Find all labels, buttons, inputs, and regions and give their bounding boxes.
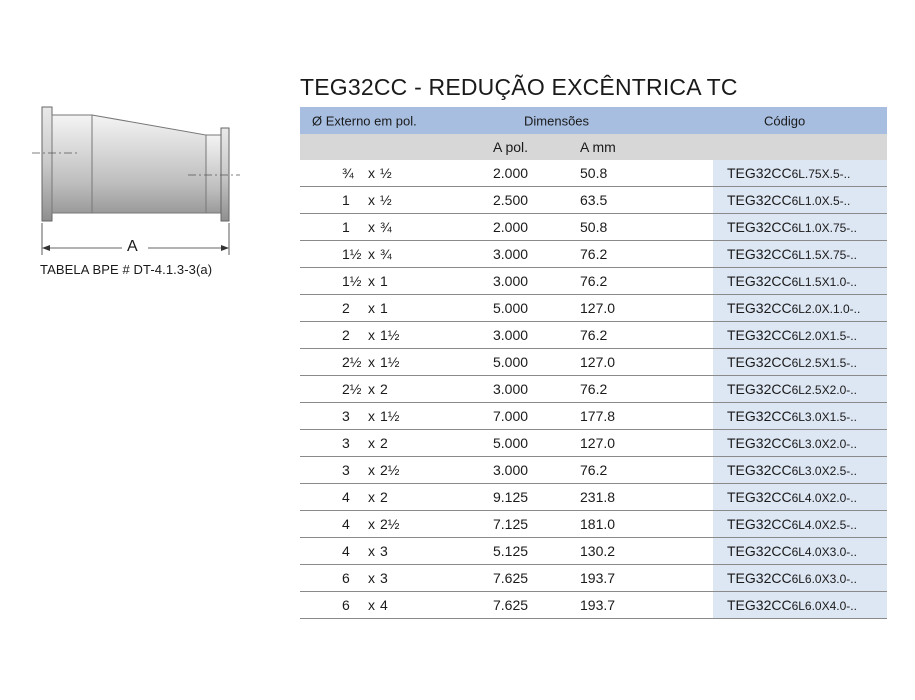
- code-cell: [713, 403, 887, 429]
- product-code: [727, 192, 850, 208]
- product-code-suffix: 6L4.0X3.0-..: [791, 545, 857, 559]
- length-inches: 2.000: [493, 219, 529, 235]
- length-inches: 2.000: [493, 165, 529, 181]
- table-row: [300, 592, 887, 619]
- product-code-suffix: 6L2.0X1.5-..: [791, 329, 857, 343]
- table-header-main: [300, 107, 887, 134]
- size-from: 1: [342, 219, 350, 235]
- size-from: 3: [342, 462, 350, 478]
- product-code-prefix: TEG32CC: [727, 300, 792, 316]
- product-code: [727, 354, 857, 370]
- table-row: [300, 349, 887, 376]
- size-to: 2½: [380, 462, 400, 478]
- product-code-prefix: TEG32CC: [727, 516, 792, 532]
- length-inches: 9.125: [493, 489, 529, 505]
- product-code-suffix: 6L.75X.5-..: [791, 167, 851, 181]
- size-separator: x: [368, 435, 375, 451]
- size-separator: x: [368, 354, 375, 370]
- product-code: [727, 165, 850, 181]
- product-code-prefix: TEG32CC: [727, 327, 792, 343]
- size-from: 2½: [342, 354, 362, 370]
- size-from: 2: [342, 300, 350, 316]
- length-mm: 177.8: [580, 408, 616, 424]
- size-to: ¾: [380, 246, 392, 262]
- product-code-suffix: 6L2.5X1.5-..: [791, 356, 857, 370]
- length-mm: 127.0: [580, 300, 616, 316]
- product-code-prefix: TEG32CC: [727, 165, 792, 181]
- table-row: [300, 511, 887, 538]
- code-cell: [713, 430, 887, 456]
- product-code: [727, 219, 857, 235]
- table-row: [300, 241, 887, 268]
- size-from: 3: [342, 408, 350, 424]
- table-row: [300, 376, 887, 403]
- code-cell: [713, 322, 887, 348]
- size-separator: x: [368, 192, 375, 208]
- length-mm: 63.5: [580, 192, 608, 208]
- product-code-prefix: TEG32CC: [727, 219, 792, 235]
- size-to: 3: [380, 543, 388, 559]
- product-code-prefix: TEG32CC: [727, 408, 792, 424]
- product-code-prefix: TEG32CC: [727, 597, 792, 613]
- size-to: 2½: [380, 516, 400, 532]
- product-code: [727, 327, 857, 343]
- product-code-prefix: TEG32CC: [727, 462, 792, 478]
- product-code: [727, 570, 857, 586]
- length-mm: 193.7: [580, 570, 616, 586]
- table-row: [300, 295, 887, 322]
- product-code-suffix: 6L1.5X.75-..: [791, 248, 857, 262]
- size-separator: x: [368, 246, 375, 262]
- header-external-diameter: Ø Externo em pol.: [312, 113, 417, 128]
- table-row: [300, 214, 887, 241]
- eccentric-reducer-drawing: [30, 95, 250, 265]
- size-separator: x: [368, 381, 375, 397]
- code-cell: [713, 565, 887, 591]
- size-separator: x: [368, 543, 375, 559]
- table-row: [300, 430, 887, 457]
- length-inches: 5.000: [493, 300, 529, 316]
- size-from: 3: [342, 435, 350, 451]
- size-to: 2: [380, 489, 388, 505]
- size-to: 2: [380, 435, 388, 451]
- table-row: [300, 565, 887, 592]
- length-mm: 76.2: [580, 246, 608, 262]
- product-code-prefix: TEG32CC: [727, 489, 792, 505]
- table-row: [300, 484, 887, 511]
- length-inches: 3.000: [493, 462, 529, 478]
- length-mm: 50.8: [580, 219, 608, 235]
- size-separator: x: [368, 165, 375, 181]
- header-dimensions: Dimensões: [524, 113, 590, 128]
- length-mm: 76.2: [580, 327, 608, 343]
- product-code: [727, 597, 857, 613]
- size-from: ¾: [342, 165, 354, 181]
- header-a-pol: A pol.: [493, 139, 529, 155]
- length-inches: 3.000: [493, 381, 529, 397]
- product-code: [727, 246, 857, 262]
- code-cell: [713, 295, 887, 321]
- size-separator: x: [368, 570, 375, 586]
- size-separator: x: [368, 516, 375, 532]
- size-from: 1: [342, 192, 350, 208]
- product-code: [727, 381, 857, 397]
- length-inches: 3.000: [493, 246, 529, 262]
- product-code-suffix: 6L4.0X2.5-..: [791, 518, 857, 532]
- product-code-suffix: 6L6.0X3.0-..: [791, 572, 857, 586]
- code-cell: [713, 484, 887, 510]
- table-body: [300, 160, 887, 619]
- product-code-suffix: 6L6.0X4.0-..: [791, 599, 857, 613]
- product-code-prefix: TEG32CC: [727, 273, 792, 289]
- length-mm: 127.0: [580, 354, 616, 370]
- length-mm: 130.2: [580, 543, 616, 559]
- product-code: [727, 408, 857, 424]
- product-code-suffix: 6L3.0X2.5-..: [791, 464, 857, 478]
- product-code-prefix: TEG32CC: [727, 354, 792, 370]
- code-cell: [713, 592, 887, 618]
- length-inches: 7.625: [493, 570, 529, 586]
- code-cell: [713, 241, 887, 267]
- product-code-suffix: 6L2.0X.1.0-..: [791, 302, 861, 316]
- product-code: [727, 273, 857, 289]
- table-reference: TABELA BPE # DT-4.1.3-3(a): [40, 262, 213, 277]
- code-cell: [713, 214, 887, 240]
- size-separator: x: [368, 489, 375, 505]
- dimension-label: A: [127, 238, 138, 255]
- size-from: 2½: [342, 381, 362, 397]
- table-row: [300, 403, 887, 430]
- product-code-prefix: TEG32CC: [727, 570, 792, 586]
- product-code: [727, 435, 857, 451]
- length-inches: 3.000: [493, 273, 529, 289]
- length-mm: 76.2: [580, 381, 608, 397]
- length-inches: 7.000: [493, 408, 529, 424]
- size-to: 1½: [380, 354, 400, 370]
- length-inches: 2.500: [493, 192, 529, 208]
- product-table: [300, 107, 887, 619]
- product-code: [727, 543, 857, 559]
- table-row: [300, 322, 887, 349]
- header-a-mm: A mm: [580, 139, 616, 155]
- size-from: 1½: [342, 246, 362, 262]
- table-row: [300, 538, 887, 565]
- product-code-suffix: 6L1.0X.5-..: [791, 194, 851, 208]
- size-separator: x: [368, 462, 375, 478]
- size-to: ½: [380, 192, 392, 208]
- length-mm: 50.8: [580, 165, 608, 181]
- product-code-prefix: TEG32CC: [727, 435, 792, 451]
- code-cell: [713, 160, 887, 186]
- code-cell: [713, 187, 887, 213]
- product-code-suffix: 6L3.0X1.5-..: [791, 410, 857, 424]
- size-separator: x: [368, 327, 375, 343]
- product-code-suffix: 6L1.0X.75-..: [791, 221, 857, 235]
- code-cell: [713, 538, 887, 564]
- length-inches: 7.625: [493, 597, 529, 613]
- size-to: 1: [380, 273, 388, 289]
- size-to: 1½: [380, 408, 400, 424]
- size-to: 2: [380, 381, 388, 397]
- length-mm: 76.2: [580, 462, 608, 478]
- code-cell: [713, 457, 887, 483]
- product-code: [727, 462, 857, 478]
- header-code: Código: [764, 113, 806, 128]
- page-title: TEG32CC - REDUÇÃO EXCÊNTRICA TC: [300, 74, 738, 100]
- length-inches: 7.125: [493, 516, 529, 532]
- product-code-suffix: 6L1.5X1.0-..: [791, 275, 857, 289]
- product-code-suffix: 6L3.0X2.0-..: [791, 437, 857, 451]
- size-separator: x: [368, 408, 375, 424]
- product-code-suffix: 6L2.5X2.0-..: [791, 383, 857, 397]
- length-inches: 3.000: [493, 327, 529, 343]
- length-inches: 5.000: [493, 354, 529, 370]
- product-code: [727, 516, 857, 532]
- size-from: 4: [342, 543, 350, 559]
- size-to: ½: [380, 165, 392, 181]
- size-to: 1½: [380, 327, 400, 343]
- length-inches: 5.125: [493, 543, 529, 559]
- size-to: ¾: [380, 219, 392, 235]
- code-cell: [713, 349, 887, 375]
- code-cell: [713, 268, 887, 294]
- product-code: [727, 489, 857, 505]
- product-code-prefix: TEG32CC: [727, 543, 792, 559]
- table-row: [300, 160, 887, 187]
- table-header-units: [300, 134, 887, 160]
- size-from: 6: [342, 597, 350, 613]
- length-mm: 231.8: [580, 489, 616, 505]
- table-row: [300, 457, 887, 484]
- size-from: 4: [342, 516, 350, 532]
- product-code-prefix: TEG32CC: [727, 246, 792, 262]
- product-code-prefix: TEG32CC: [727, 192, 792, 208]
- length-mm: 193.7: [580, 597, 616, 613]
- length-mm: 76.2: [580, 273, 608, 289]
- size-from: 2: [342, 327, 350, 343]
- product-code-suffix: 6L4.0X2.0-..: [791, 491, 857, 505]
- size-from: 1½: [342, 273, 362, 289]
- length-inches: 5.000: [493, 435, 529, 451]
- size-separator: x: [368, 219, 375, 235]
- product-code-prefix: TEG32CC: [727, 381, 792, 397]
- size-separator: x: [368, 300, 375, 316]
- size-from: 6: [342, 570, 350, 586]
- size-separator: x: [368, 597, 375, 613]
- size-to: 1: [380, 300, 388, 316]
- code-cell: [713, 376, 887, 402]
- product-code: [727, 300, 860, 316]
- size-to: 3: [380, 570, 388, 586]
- table-row: [300, 268, 887, 295]
- size-from: 4: [342, 489, 350, 505]
- length-mm: 127.0: [580, 435, 616, 451]
- size-to: 4: [380, 597, 388, 613]
- code-cell: [713, 511, 887, 537]
- table-row: [300, 187, 887, 214]
- length-mm: 181.0: [580, 516, 616, 532]
- size-separator: x: [368, 273, 375, 289]
